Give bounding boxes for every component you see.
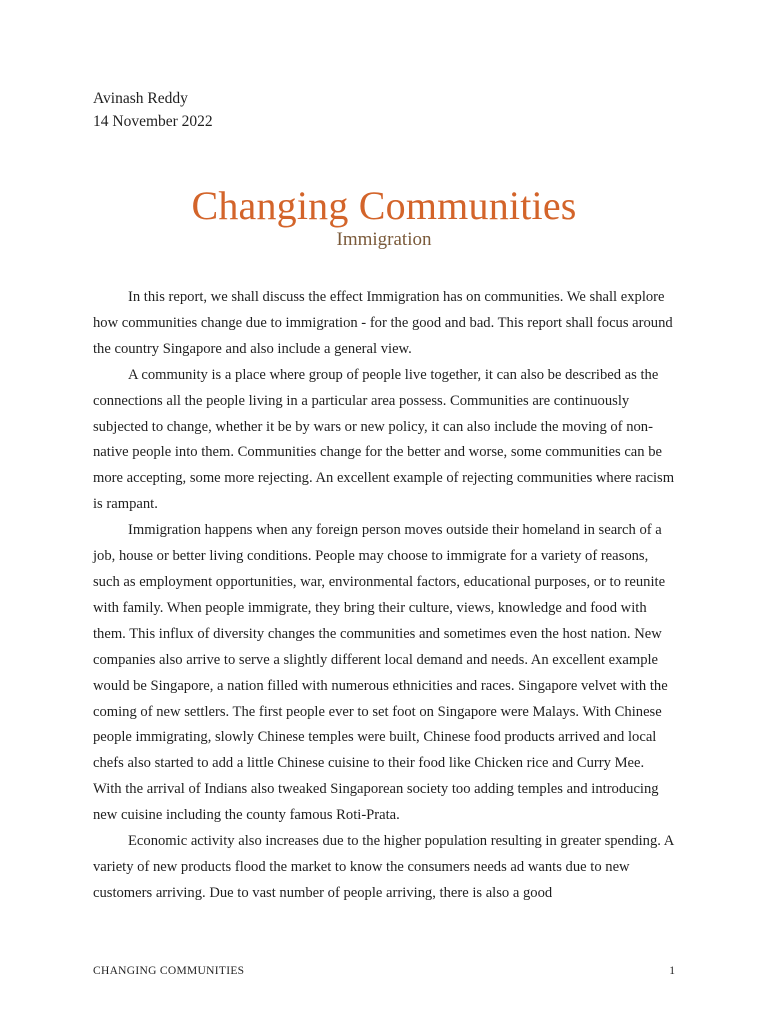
paragraph: Immigration happens when any foreign person moves outside their homeland in search of a job, house or better living conditions. People may choose to immigrate for a variety of reasons, such as employment opportunities, war, environmental factors, educational purposes, or to reunite with family. When people immigrate, they bring their culture, views, knowledge and food with them. This influx of diversity changes the communities and sometimes even the host nation. New companies also arrive to serve a slightly different local demand and needs. An excellent example would be Singapore, a nation filled with numerous ethnicities and races. Singapore velvet with the coming of new settlers. The first people ever to set foot on Singapore were Malays. With Chinese people immigrating, slowly Chinese temples were built, Chinese food products arrived and local chefs also started to add a little Chinese cuisine to their food like Chicken rice and Curry Mee. With the arrival of Indians also tweaked Singaporean society too adding temples and introducing new cuisine including the county famous Roti-Prata. [93, 522, 668, 824]
document-subtitle: Immigration [336, 229, 432, 250]
document-title: Changing Communities [191, 183, 577, 228]
author-block [93, 87, 213, 133]
document-date: 14 November 2022 [93, 113, 213, 130]
paragraph: A community is a place where group of people live together, it can also be described as the connections all the people living in a particular area possess. Communities are continuously subjected to change, whether it be by wars or new policy, it can also include the moving of non-native people into them. Communities change for the better and worse, some communities can be more accepting, some more rejecting. An excellent example of rejecting communities where racism is rampant. [93, 366, 675, 513]
paragraph: Economic activity also increases due to the higher population resulting in greater spending. A variety of new products flood the market to know the consumers needs ad wants due to new customers arriving. Due to vast number of people arriving, there is also a good [93, 833, 674, 901]
author-name: Avinash Reddy [93, 90, 188, 107]
body-text [93, 285, 675, 907]
paragraph: In this report, we shall discuss the effect Immigration has on communities. We shall explore how communities change due to immigration - for the good and bad. This report shall focus around the country Singapore and also include a general view. [93, 289, 673, 357]
footer-running-head: CHANGING COMMUNITIES [93, 965, 245, 977]
page-number: 1 [669, 965, 675, 977]
